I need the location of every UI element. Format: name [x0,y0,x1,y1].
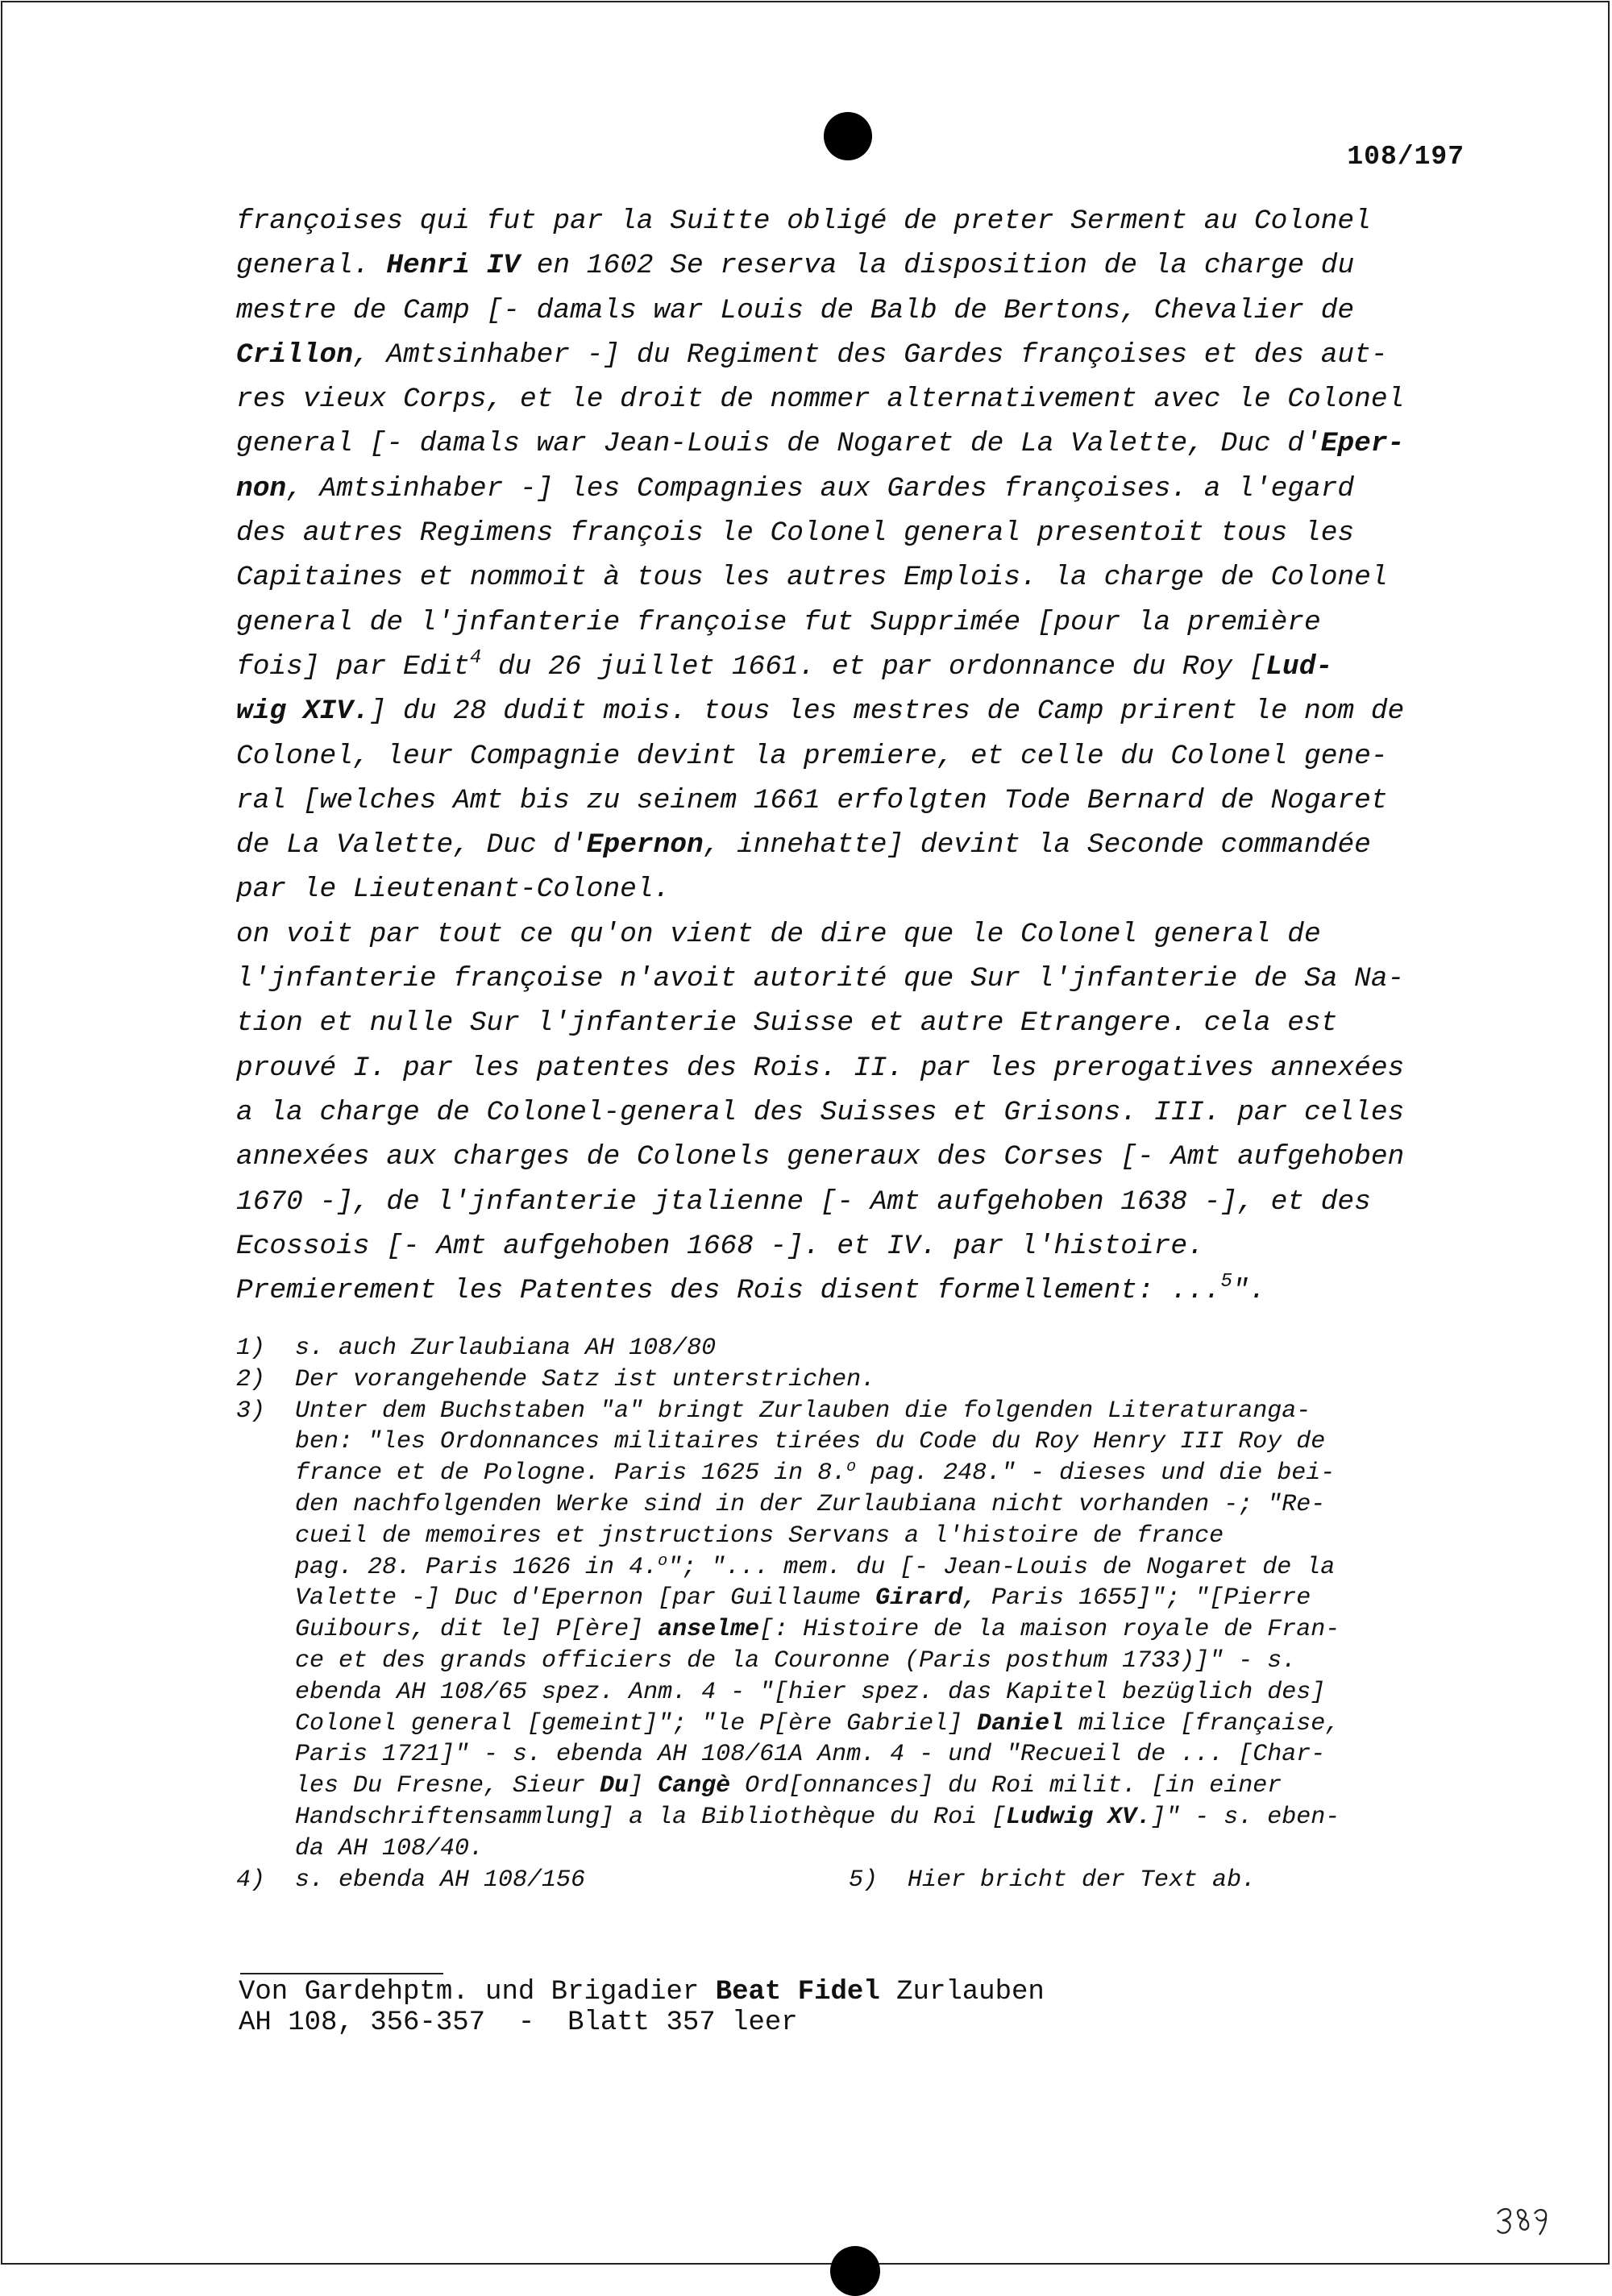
body-line [236,555,1471,600]
text-run: du 26 juillet 1661. et par ordonnance du Roy [ [481,650,1266,683]
footnote-line [236,1364,1471,1396]
body-line [236,1180,1471,1224]
footnote-number: 4) [236,1866,266,1894]
footnote-line [236,1833,1471,1865]
footnote-line [236,1489,1471,1521]
body-line [236,333,1471,377]
text-run: res vieux Corps, et le droit de nommer alternativement avec le Colonel [236,384,1405,416]
source-note [239,1977,1367,2038]
bold-name: Girard [875,1584,963,1613]
body-line [236,1224,1471,1268]
text-run: , Amtsinhaber -] les Compagnies aux Gardes françoises. a l'egard [286,472,1355,504]
bold-name: Eper- [1320,428,1405,460]
text-run: des autres Regimens françois le Colonel general presentoit tous les [236,517,1355,550]
text-run: general. [236,250,387,282]
bold-name: Epernon [586,829,704,862]
body-line [236,199,1471,243]
footnote-line [236,1458,1471,1489]
body-line [236,912,1471,957]
footnote-line [236,1677,1471,1709]
body-line [236,1135,1471,1179]
body-line [236,511,1471,555]
bold-name: anselme [658,1616,760,1644]
text-run: en 1602 Se reserva la disposition de la charge du [519,250,1355,282]
footnote-line [236,1614,1471,1646]
text-run: les Du Fresne, Sieur [295,1772,600,1800]
body-line [236,957,1471,1001]
text-run: Colonel general [gemeint]"; "le P[ère Gabriel] [295,1709,978,1738]
body-line [236,778,1471,823]
text-run: Unter dem Buchstaben "a" bringt Zurlauben die folgenden Literaturanga- [295,1397,1311,1425]
body-line [236,243,1471,288]
body-line [236,689,1471,733]
body-line [236,289,1471,333]
footnote-line [236,1865,1471,1896]
text-run: s. auch Zurlaubiana AH 108/80 [295,1335,717,1362]
text-run: tion et nulle Sur l'jnfanterie Suisse et autre Etrangere. cela est [236,1007,1338,1040]
text-run: general de l'jnfanterie françoise fut Supprimée [pour la première [236,606,1321,638]
separator-rule [240,1973,443,1974]
text-run: , Paris 1655]"; "[Pierre [962,1584,1311,1613]
footnotes [236,1333,1471,1895]
body-text [236,199,1471,1313]
footnote-line [236,1739,1471,1771]
person-name: Beat Fidel [715,1977,880,2007]
text-run: Colonel, leur Compagnie devint la premiere, et celle du Colonel gene- [236,740,1388,772]
text-run: a la charge de Colonel-general des Suisses et Grisons. III. par celles [236,1096,1405,1128]
body-line [236,467,1471,511]
body-line [236,734,1471,778]
body-line [236,1001,1471,1045]
body-line [236,823,1471,867]
text-run: Paris 1721]" - s. ebenda AH 108/61A Anm. 4 - und "Recueil de ... [Char- [295,1741,1326,1769]
text-run: ". [1232,1275,1266,1307]
body-line [236,1090,1471,1135]
text-run: prouvé I. par les patentes des Rois. II. par les prerogatives annexées [236,1052,1405,1084]
text-run: , innehatte] devint la Seconde commandée [703,829,1371,862]
text-run: cueil de memoires et jnstructions Servans a l'histoire de france [295,1522,1224,1550]
bold-name: Daniel [977,1709,1065,1738]
handwritten-folio-mark [1494,2203,1554,2240]
footnote-line [236,1771,1471,1802]
text-run: Premierement les Patentes des Rois disent formellement: ... [236,1275,1221,1307]
text-run: pag. 248." - dieses und die bei- [856,1459,1336,1488]
text-run: general [- damals war Jean-Louis de Nogaret de La Valette, Duc d' [236,428,1321,460]
text-run: , Amtsinhaber -] du Regiment des Gardes françoises et des aut- [352,338,1388,371]
text-run: ] [629,1772,659,1800]
text-run: milice [française, [1064,1709,1340,1738]
footnote-line [236,1802,1471,1833]
bold-name: Henri IV [386,250,520,282]
page-number: 108/197 [1347,142,1465,172]
footnote-line [236,1333,1471,1364]
footnote-marker: o [846,1458,857,1477]
text-run: "; "... mem. du [- Jean-Louis de Nogaret de la [667,1553,1336,1581]
text-run: Valette -] Duc d'Epernon [par Guillaume [295,1584,876,1613]
footnote-number: 5) [849,1866,879,1894]
text-run: Handschriftensammlung] a la Bibliothèque du Roi [ [295,1803,1007,1831]
text-run: ce et des grands officiers de la Couronne (Paris posthum 1733)]" - s. [295,1646,1297,1675]
text-run: [: Histoire de la maison royale de Fran- [759,1616,1340,1644]
text-run: ebenda AH 108/65 spez. Anm. 4 - "[hier spez. das Kapitel bezüglich des] [295,1678,1326,1706]
footnote-marker: 4 [469,646,482,669]
text-run: pag. 28. Paris 1626 in 4. [295,1553,659,1581]
footnote-line [236,1583,1471,1614]
text-run: Ord[onnances] du Roi milit. [in einer [730,1772,1282,1800]
text-run: de La Valette, Duc d' [236,829,587,862]
footnote-text: s. ebenda AH 108/156 [295,1866,586,1894]
body-line [236,1268,1471,1313]
text-run: ] du 28 dudit mois. tous les mestres de Camp prirent le nom de [369,695,1405,728]
text-run: Ecossois [- Amt aufgehoben 1668 -]. et IV. par l'histoire. [236,1230,1204,1262]
punch-hole-bottom [830,2246,880,2296]
text-run: on voit par tout ce qu'on vient de dire que le Colonel general de [236,918,1321,950]
text-run: fois] par Edit [236,650,470,683]
text-run: l'jnfanterie françoise n'avoit autorité que Sur l'jnfanterie de Sa Na- [236,963,1405,995]
body-line [236,867,1471,911]
source-line-2: AH 108, 356-357 - Blatt 357 leer [239,2007,798,2038]
footnote-item [236,1865,849,1896]
text-run: den nachfolgenden Werke sind in der Zurlaubiana nicht vorhanden -; "Re- [295,1490,1326,1518]
text-run: ]" - s. eben- [1151,1803,1340,1831]
text-run: par le Lieutenant-Colonel. [236,874,671,906]
text-run: françoises qui fut par la Suitte obligé de preter Serment au Colonel [236,206,1371,237]
body-line [236,600,1471,645]
bold-name: Ludwig XV. [1006,1803,1152,1831]
punch-hole-top [824,112,872,160]
text-run: france et de Pologne. Paris 1625 in 8. [295,1459,847,1488]
bold-name: Lud- [1265,650,1333,683]
footnote-item [849,1865,1256,1896]
footnote-marker: o [658,1551,668,1571]
footnote-number: 1) [236,1335,266,1362]
source-line-1: Von Gardehptm. und Brigadier Beat Fidel Zurlauben [239,1977,1045,2007]
bold-name: Du [600,1772,629,1800]
footnote-line [236,1426,1471,1458]
footnote-number: 3) [236,1397,266,1425]
footnote-marker: 5 [1220,1271,1232,1293]
bold-name: Crillon [236,338,353,371]
text-run: Capitaines et nommoit à tous les autres Emplois. la charge de Colonel [236,562,1388,594]
bold-name: Cangè [658,1772,731,1800]
body-line [236,645,1471,689]
text-run: da AH 108/40. [295,1834,484,1862]
body-line [236,1046,1471,1090]
text-run: annexées aux charges de Colonels generaux des Corses [- Amt aufgehoben [236,1141,1405,1173]
body-line [236,377,1471,421]
footnote-line [236,1396,1471,1427]
text-run: Der vorangehende Satz ist unterstrichen. [295,1365,876,1393]
footnote-line [236,1552,1471,1584]
footnote-number: 2) [236,1365,266,1393]
text-run: ben: "les Ordonnances militaires tirées du Code du Roy Henry III Roy de [295,1428,1326,1456]
text-run: Guibours, dit le] P[ère] [295,1616,659,1644]
text-run: mestre de Camp [- damals war Louis de Balb de Bertons, Chevalier de [236,294,1355,326]
bold-name: wig XIV. [236,695,370,728]
text-run: 1670 -], de l'jnfanterie jtalienne [- Amt aufgehoben 1638 -], et des [236,1185,1371,1218]
footnote-line [236,1646,1471,1677]
bold-name: non [236,472,287,504]
footnote-line [236,1709,1471,1740]
footnote-line [236,1521,1471,1552]
body-line [236,421,1471,466]
footnote-text: Hier bricht der Text ab. [908,1866,1257,1894]
text-run: ral [welches Amt bis zu seinem 1661 erfolgten Tode Bernard de Nogaret [236,784,1388,816]
